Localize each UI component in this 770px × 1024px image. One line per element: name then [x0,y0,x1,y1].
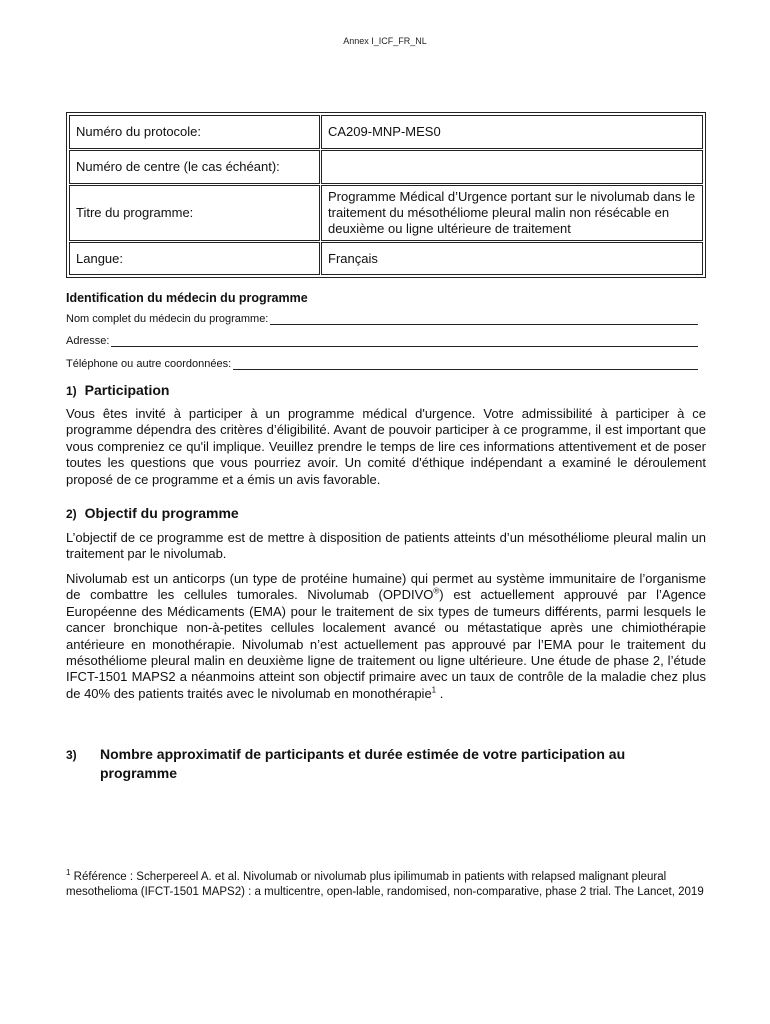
center-number-value [321,150,703,184]
table-row [69,150,703,184]
protocol-number-value: CA209-MNP-MES0 [321,115,703,149]
protocol-number-label: Numéro du protocole: [69,115,320,149]
table-row [69,242,703,275]
program-title-label: Titre du programme: [69,185,320,241]
footnote-ref: 1 [431,685,437,695]
table-row [69,115,703,149]
section-2-paragraph-1: L’objectif de ce programme est de mettre à disposition de patients atteints d’un mésothéliome pleural malin un traitement par le nivolumab. [66,530,706,562]
phone-field [66,358,698,370]
section-1-title: Participation [84,382,170,398]
section-2-paragraph-2-text-a: Nivolumab est un anticorps (un type de protéine humaine) qui permet au système immunitaire de l’organisme de combattre les cellules tumorales. Nivolumab (OPDIVO [66,571,706,603]
section-3-title: Nombre approximatif de participants et durée estimée de votre participation au programme [100,746,626,781]
language-label: Langue: [69,242,320,275]
footnote-number: 1 [66,868,71,878]
address-field [66,335,698,347]
registered-mark: ® [433,587,440,597]
physician-name-field [66,313,698,325]
footnote-text: Référence : Scherpereel A. et al. Nivolumab or nivolumab plus ipilimumab in patients with relapsed malignant pleural mesothelioma (IFCT-1501 MAPS2) : a multicentre, open-lable, randomised, non-comparative, phase 2 trial. The Lancet, 2019 [66,871,704,898]
section-2-paragraph-2-text-b: ) est actuellement approuvé par l’Agence Européenne des Médicaments (EMA) pour le traitement de six types de tumeurs différents, parmi lesquels le cancer bronchique non-à-petites cellules localement avancé ou métastatique après une chimiothérapie antérieure en monothérapie. Nivolumab n’est actuellement pas approuvé par l’EMA pour le traitement du mésothéliome pleural malin en deuxième ligne de traitement ou ligne ultérieure. Une étude de phase 2, l’étude IFCT-1501 MAPS2 a néanmoins atteint son objectif primaire avec un taux de contrôle de la maladie chez plus de 40% des patients traités avec le nivolumab en monothérapie [66,587,706,701]
section-1-text: Vous êtes invité à participer à un programme médical d'urgence. Votre admissibilité à participer à ce programme dépendra des critères d’éligibilité. Avant de pouvoir participer à ce programme, il est important que vous compreniez ce qu'il implique. Veuillez prendre le temps de lire ces informations attentivement et de poser toutes les questions que vous pourriez avoir. Un comité d'éthique indépendant a examiné le déroulement proposé de ce programme et a émis un avis favorable. [66,406,706,487]
section-3-heading [66,745,706,783]
physician-identification-title: Identification du médecin du programme [66,291,308,305]
physician-name-line[interactable] [270,314,698,325]
address-line[interactable] [111,336,698,347]
section-2-heading [66,505,239,521]
section-3-number: 3) [66,748,77,762]
protocol-info-table [66,112,706,278]
section-2-number: 2) [66,507,77,521]
address-label: Adresse: [66,335,110,347]
phone-line[interactable] [233,359,698,370]
physician-name-label: Nom complet du médecin du programme: [66,313,269,325]
center-number-label: Numéro de centre (le cas échéant): [69,150,320,184]
table-row [69,185,703,241]
language-value: Français [321,242,703,275]
section-2-paragraph-2-end: . [436,685,444,701]
phone-label: Téléphone ou autre coordonnées: [66,358,232,370]
program-title-value: Programme Médical d’Urgence portant sur le nivolumab dans le traitement du mésothéliome pleural malin non résécable en deuxième ou ligne ultérieure de traitement [321,185,703,241]
section-1-heading [66,382,169,398]
footnote [66,870,706,900]
section-2-paragraph-2 [66,571,706,702]
section-1-number: 1) [66,384,77,398]
page-header: Annex I_ICF_FR_NL [343,36,427,46]
section-2-title: Objectif du programme [84,505,239,521]
